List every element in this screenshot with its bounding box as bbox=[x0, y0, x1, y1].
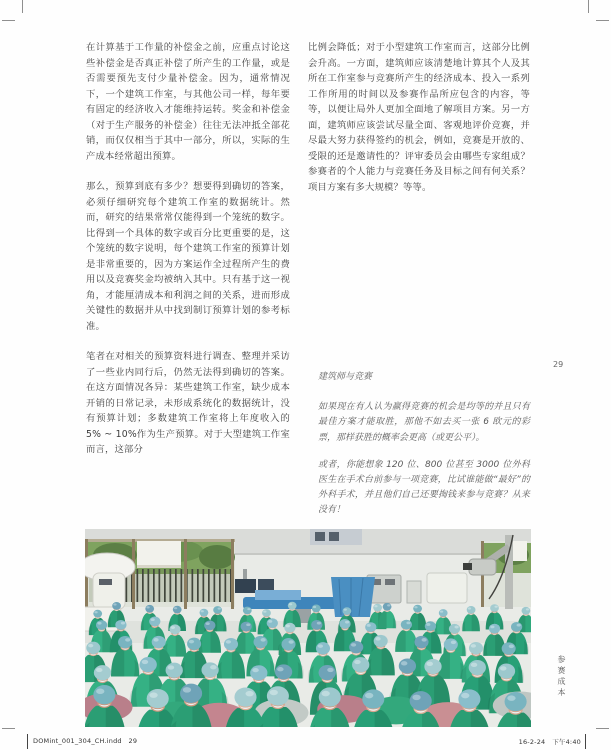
footer-divider bbox=[585, 734, 586, 749]
page-number: 29 bbox=[553, 360, 564, 369]
paragraph: 笔者在对相关的预算资料进行调查、整理并采访了一些业内同行后，仍然无法得到确切的答案。在这方面情况各异：某些建筑工作室，缺少成本开销的日常记录，未形成系统化的数据统计，没有预算计划；多数建筑工作室将上年度收入的5% ~ 10%作为生产预算。对于大型建筑工作室而言，这部分 bbox=[86, 351, 290, 455]
margin-section-label: 参赛成本 bbox=[557, 655, 566, 699]
crop-mark bbox=[596, 20, 609, 21]
operating-room-photo bbox=[85, 529, 531, 727]
footer-timestamp: 16-2-24 下午4:40 bbox=[519, 734, 586, 749]
crop-mark bbox=[2, 20, 15, 21]
crop-mark bbox=[22, 0, 23, 13]
paragraph: 那么，预算到底有多少？想要得到确切的答案，必须仔细研究每个建筑工作室的数据统计。然而，研究的结果常常仅能得到一个笼统的数字。比得到一个具体的数字或百分比更重要的是，这个笼统的数字说明，每个建筑工作室的预算计划是非常重要的，因为方案运作全过程所产生的费用以及竞赛奖金均被纳入其中。只有基于这一视角，才能厘清成本和利润之间的关系，进而形成关键性的数据并从中找到制订预算计划的参考标准。 bbox=[86, 181, 290, 332]
quote-paragraph: 如果现在有人认为赢得竞赛的机会是均等的并且只有最佳方案才能取胜，那他不如去买一张 6 欧元的彩票，那样获胜的概率会更高（或更公平）。 bbox=[318, 402, 530, 443]
paragraph: 在计算基于工作量的补偿金之前，应重点讨论这些补偿金是否真正补偿了所产生的工作量，或是否需要预先支付少量补偿金。因为，通常情况下，一个建筑工作室，与其他公司一样，每年要有固定的经济收入才能维持运转。奖金和补偿金（对于生产服务的补偿金）往往无法冲抵全部花销，而仅仅相当于其中一部分，所以，实际的生产成本经常超出预算。 bbox=[86, 42, 290, 162]
quote-paragraph: 或者，你能想象 120 位、800 位甚至 3000 位外科医生在手术台前参与一项竞赛，比试谁能做“最好”的外科手术，并且他们自己还要掏钱来参与竞赛？从来没有！ bbox=[318, 459, 530, 516]
paragraph: 比例会降低；对于小型建筑工作室而言，这部分比例会升高。一方面，建筑师应该清楚地计算其个人及其所在工作室参与竞赛所产生的经济成本、投入一系列工作所用的时间以及参赛作品所应包含的内容，等等，以便让局外人更加全面地了解项目方案。另一方面，建筑师应该尝试尽量全面、客观地评价竞赛，并尽最大努力获得签约的机会，例如，竞赛是开放的、受限的还是邀请性的？评审委员会由哪些专家组成？参赛者的个人能力与竞赛任务及目标之间有何关系？项目方案有多大规模？等等。 bbox=[308, 42, 530, 193]
text-column-right bbox=[308, 40, 530, 210]
crop-mark bbox=[596, 728, 609, 729]
operating-room-photo-svg bbox=[85, 529, 531, 727]
quote-title: 建筑师与竞赛 bbox=[318, 372, 373, 382]
crop-mark bbox=[2, 728, 15, 729]
text-column-left bbox=[86, 40, 290, 473]
crop-mark bbox=[588, 0, 589, 13]
footer-filename: DOMint_001_304_CH.indd 29 bbox=[27, 734, 137, 749]
